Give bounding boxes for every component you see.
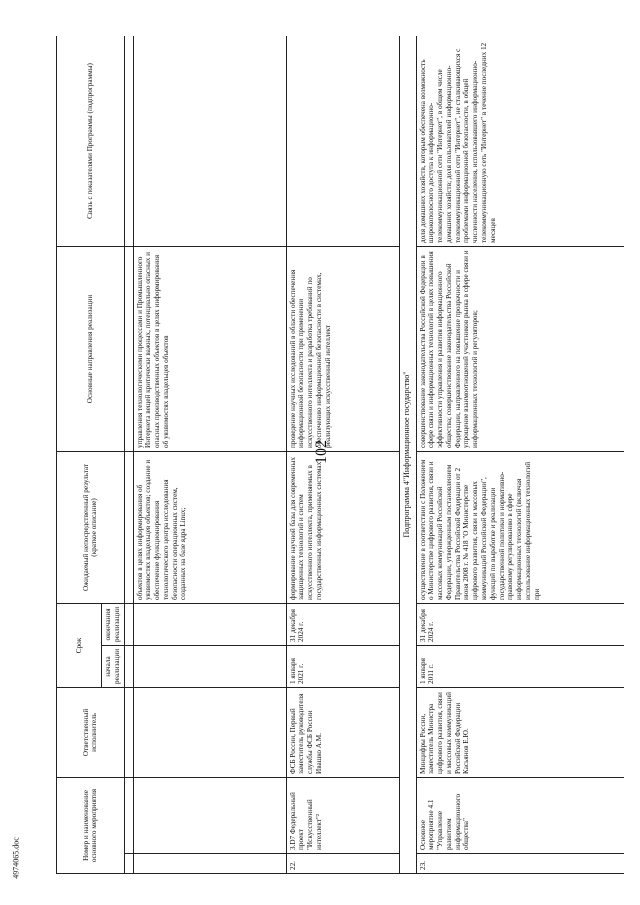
end-date	[133, 603, 286, 645]
subprogram-row	[399, 36, 416, 874]
rotated-page	[56, 36, 624, 874]
executor	[133, 687, 286, 777]
table-row	[416, 36, 624, 874]
page-number: 102	[313, 440, 330, 464]
indicator-link: доля домашних хозяйств, которым обеспечена возможность широкополосного доступа к информационно-телекоммуникационной сети "Интернет", в общем числе домашних хозяйств; доля пользователей информационно-телекоммуникационной сети "Интернет", не сталкивающихся с проблемами информационной безопасности, в общей численности населения, использовавшего информационно-телекоммуникационную сеть "Интернет" в течение последних 12 месяцев	[416, 36, 624, 246]
program-table-container	[56, 36, 624, 874]
column-index-cell	[124, 854, 133, 874]
start-date: 1 января 2011 г.	[416, 645, 624, 687]
column-index-cell	[124, 687, 133, 777]
column-index-cell	[124, 36, 133, 246]
expected-result: осуществление в соответствии с Положением о Министерстве цифрового развития, связи и массовых коммуникаций Российской Федерации, утвержденным постановлением Правительства Российской Федерации от 2 июня 2008 г. № 418 "О Министерстве цифрового развития, связи и массовых коммуникаций Российской Федерации", функций по выработке и реализации государственной политики и нормативно-правовому регулированию в сфере информационных технологий (включая использование информационных технологий при	[416, 451, 624, 603]
end-date: 31 декабря 2024 г.	[286, 603, 399, 645]
start-date: 1 января 2021 г.	[286, 645, 399, 687]
expected-result: объектов в целях информирования об уязвимостях владельцев объектов; создание и обеспечение функционирования технологического центра исследования безопасности операционных систем, созданных на базе ядра Linux;	[133, 451, 286, 603]
event-name: 3.D7 Федеральный проект "Искусственный интеллект"²	[286, 777, 399, 853]
column-index-cell	[124, 645, 133, 687]
directions: управления технологическими процессами и Промышленного Интернета вещей критически важных, потенциально опасных и опасных производственных объектов в целях информирования об уязвимостях владельцев объектов	[133, 246, 286, 451]
header-result: Ожидаемый непосредственный результат (краткое описание)	[57, 451, 125, 603]
indicator-link	[286, 36, 399, 246]
executor: ФСБ России, Первый заместитель руководителя службы ФСБ России Ивашко А.М.	[286, 687, 399, 777]
row-number	[133, 854, 286, 874]
header-link: Связь с показателями Программы (подпрограммы)	[57, 36, 125, 246]
end-date: 31 декабря 2024 г.	[416, 603, 624, 645]
directions: проведение научных исследований в области обеспечения информационной безопасности при применении искусственного интеллекта и разработка требований по обеспечению информационной безопасности в системах, реализующих искусственный интеллект	[286, 246, 399, 451]
program-table	[56, 36, 624, 874]
header-directions: Основные направления реализации	[57, 246, 125, 451]
table-row	[133, 36, 286, 874]
column-index-cell	[124, 777, 133, 853]
header-main-event: Номер и наименование основного мероприятия	[57, 777, 125, 873]
start-date	[133, 645, 286, 687]
executor: Минцифры России, заместитель Министра цифрового развития, связи и массовых коммуникаций Российской Федерации Касьянов Е.Ю.	[416, 687, 624, 777]
expected-result: формирование научной базы для современных защищенных технологий и систем искусственного интеллекта, применяемых в государственных информационных системах	[286, 451, 399, 603]
column-index-cell	[124, 603, 133, 645]
directions: совершенствование законодательства Российской Федерации в сфере связи и информационных технологий в целях повышения эффективности управления и развития информационного общества; совершенствование законодательства Российской Федерации, направленного на повышение прозрачности и упрощение взаимоотношений участников рынка в сфере связи и информационных технологий и регуляторов;	[416, 246, 624, 451]
header-term: Срок	[57, 603, 102, 687]
row-number: 22.	[286, 854, 399, 874]
subprogram-title: Подпрограмма 4"Информационное государство"	[399, 36, 416, 874]
column-index-cell	[124, 246, 133, 451]
column-index-row	[124, 36, 133, 874]
header-start: начала реализации	[102, 645, 125, 687]
event-name	[133, 777, 286, 853]
header-end: окончания реализации	[102, 603, 125, 645]
table-row	[286, 36, 399, 874]
column-index-cell	[124, 451, 133, 603]
header-executor: Ответственный исполнитель	[57, 687, 125, 777]
document-id: 4974065.doc	[11, 837, 21, 879]
event-name: Основное мероприятие 4.1 "Управление развитием информационного общества"	[416, 777, 624, 853]
row-number: 23.	[416, 854, 624, 874]
indicator-link	[133, 36, 286, 246]
